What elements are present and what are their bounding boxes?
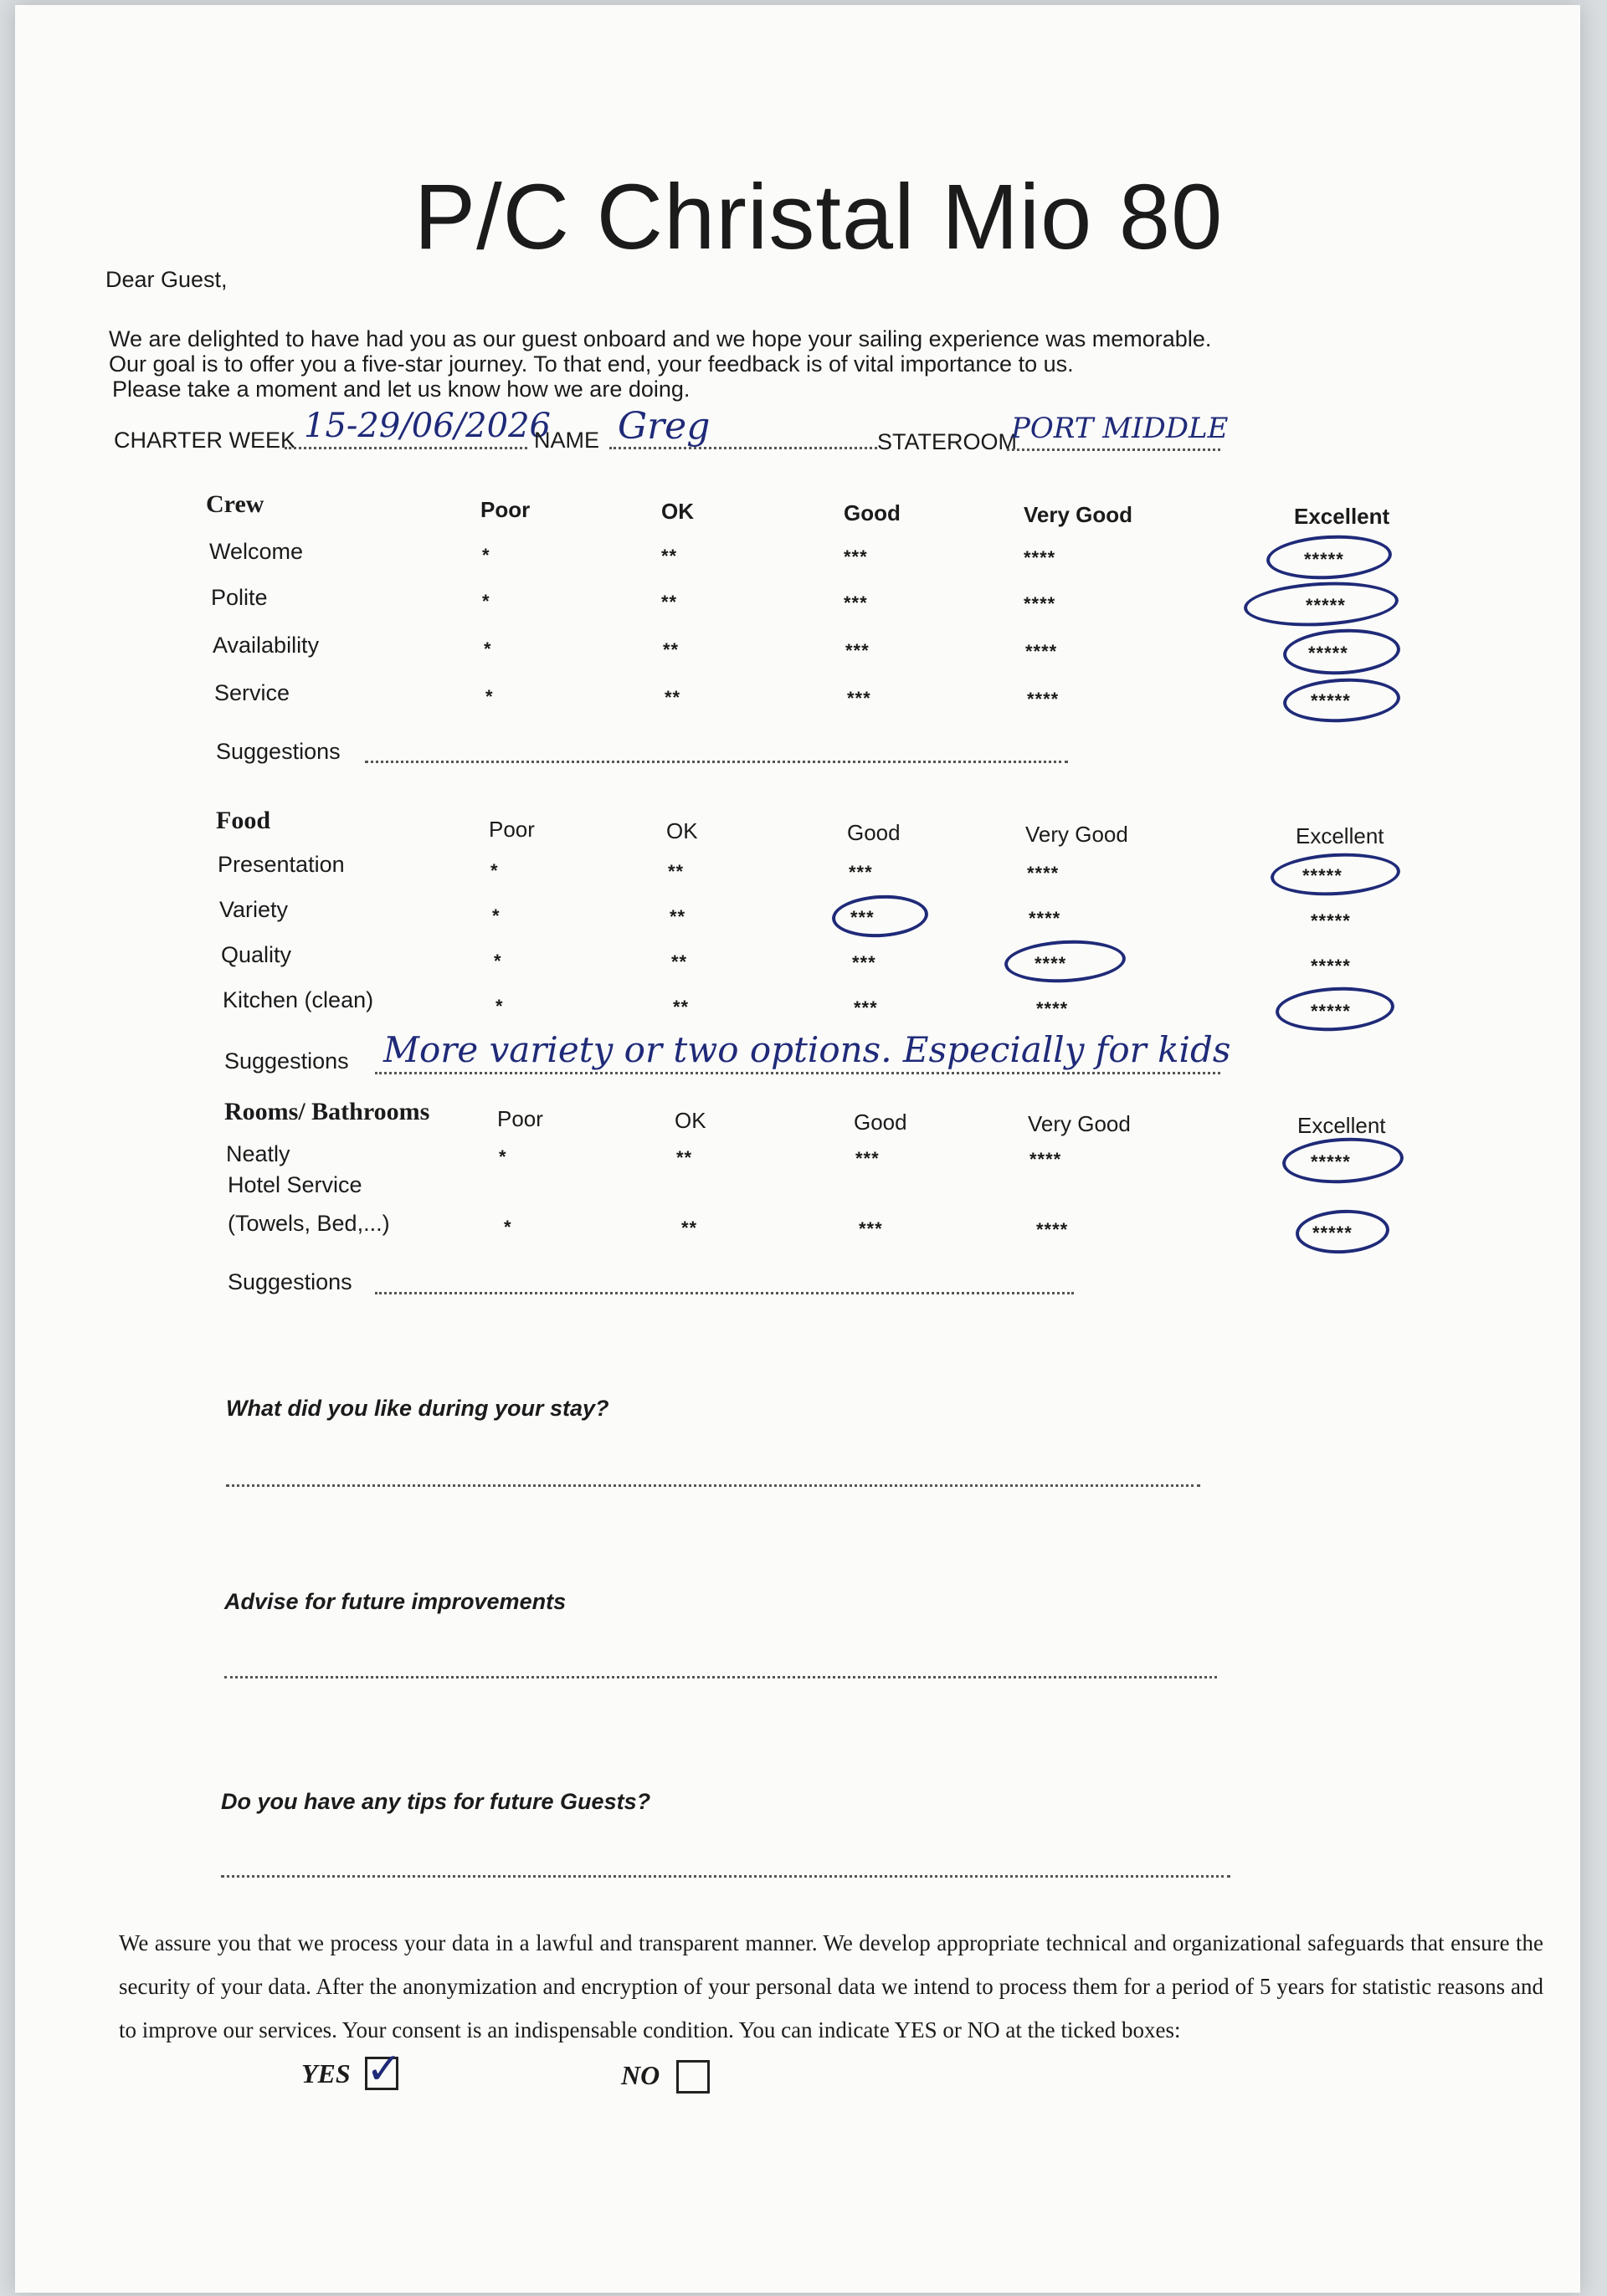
column-ok: OK <box>666 818 698 843</box>
rating-very-good[interactable]: **** <box>1027 689 1060 710</box>
charter-week-field[interactable]: 15-29/06/2026 <box>304 407 551 445</box>
selection-circle <box>1282 626 1402 677</box>
rating-excellent[interactable]: ***** <box>1311 1001 1351 1022</box>
rating-excellent[interactable]: ***** <box>1311 910 1351 931</box>
intro-line-2: Our goal is to offer you a five-star journey. To that end, your feedback is of vital importance to us. <box>109 351 1074 377</box>
selection-circle <box>1295 1207 1391 1256</box>
selection-circle <box>1282 675 1402 725</box>
column-very-good: Very Good <box>1025 822 1128 847</box>
rating-good[interactable]: *** <box>850 907 875 928</box>
intro-line-1: We are delighted to have had you as our guest onboard and we hope your sailing experience was memorable. <box>109 326 1212 351</box>
rating-excellent[interactable]: ***** <box>1306 595 1346 616</box>
consent-no-label: NO <box>621 2060 660 2090</box>
row-label: Welcome <box>209 539 304 564</box>
food-suggestions-label: Suggestions <box>224 1048 349 1074</box>
rating-good[interactable]: *** <box>854 997 878 1018</box>
food-suggestions-field[interactable]: More variety or two options. Especially for kids <box>383 1029 1231 1070</box>
column-excellent: Excellent <box>1297 1113 1386 1138</box>
column-poor: Poor <box>497 1106 543 1131</box>
rating-excellent[interactable]: ***** <box>1304 549 1344 570</box>
rating-excellent[interactable]: ***** <box>1311 1151 1351 1172</box>
rating-very-good[interactable]: **** <box>1035 953 1067 974</box>
rating-good[interactable]: *** <box>849 862 873 883</box>
section-title-rooms: Rooms/ Bathrooms <box>224 1098 430 1125</box>
privacy-notice: We assure you that we process your data in a lawful and transparent manner. We develop appropriate technical and organizational safeguards that ensure the security of your data. After the anonymization and encryption of your personal data we intend to process them for a period of 5 years for statistic reasons and to improve our services. Your consent is an indispensable condition. You can indicate YES or NO at the ticked boxes: <box>119 1930 1543 2042</box>
stateroom-label: STATEROOM <box>877 429 1017 454</box>
row-label: Presentation <box>218 852 345 877</box>
rating-ok[interactable]: ** <box>661 546 678 566</box>
rating-very-good[interactable]: **** <box>1036 1219 1069 1240</box>
rating-very-good[interactable]: **** <box>1024 547 1056 568</box>
rating-poor[interactable]: * <box>504 1217 512 1238</box>
column-good: Good <box>844 500 901 525</box>
selection-circle <box>1004 937 1127 986</box>
rating-poor[interactable]: * <box>482 545 490 566</box>
rating-poor[interactable]: * <box>499 1146 507 1167</box>
rating-ok[interactable]: ** <box>665 687 681 708</box>
rating-excellent[interactable]: ***** <box>1302 865 1343 886</box>
rating-poor[interactable]: * <box>484 638 492 659</box>
rating-good[interactable]: *** <box>852 952 876 973</box>
food-suggestions-line <box>375 1072 1220 1074</box>
rating-excellent[interactable]: ***** <box>1308 643 1348 664</box>
consent-yes-label: YES <box>301 2058 351 2088</box>
rating-ok[interactable]: ** <box>661 592 678 612</box>
answer-improvements-line[interactable] <box>224 1676 1217 1678</box>
rating-poor[interactable]: * <box>490 860 499 881</box>
column-excellent: Excellent <box>1294 504 1390 529</box>
row-label: Neatly <box>226 1141 290 1166</box>
rooms-suggestions-label: Suggestions <box>228 1269 352 1294</box>
rating-ok[interactable]: ** <box>676 1147 693 1168</box>
selection-circle <box>1243 578 1399 630</box>
rating-very-good[interactable]: **** <box>1029 1149 1062 1170</box>
rating-poor[interactable]: * <box>494 951 502 971</box>
answer-liked-line[interactable] <box>226 1484 1200 1487</box>
rating-ok[interactable]: ** <box>668 861 685 882</box>
row-label: Kitchen (clean) <box>223 987 374 1012</box>
crew-suggestions-label: Suggestions <box>216 739 341 764</box>
rating-ok[interactable]: ** <box>673 997 690 1017</box>
row-label: Variety <box>219 897 289 922</box>
rating-very-good[interactable]: **** <box>1025 641 1058 662</box>
answer-tips-line[interactable] <box>221 1875 1230 1878</box>
column-very-good: Very Good <box>1024 502 1133 527</box>
charter-week-line <box>285 447 527 449</box>
rating-ok[interactable]: ** <box>671 951 688 972</box>
selection-circle <box>1281 1135 1405 1186</box>
stateroom-line <box>1007 448 1220 451</box>
charter-week-label: CHARTER WEEK <box>114 428 296 453</box>
column-poor: Poor <box>480 497 531 522</box>
column-excellent: Excellent <box>1296 823 1384 848</box>
rating-very-good[interactable]: **** <box>1027 863 1060 884</box>
rating-good[interactable]: *** <box>847 688 871 709</box>
rating-good[interactable]: *** <box>844 546 868 567</box>
rating-excellent[interactable]: ***** <box>1312 1222 1353 1243</box>
rating-very-good[interactable]: **** <box>1029 908 1061 929</box>
question-liked: What did you like during your stay? <box>226 1396 609 1421</box>
row-label: Service <box>214 680 290 705</box>
stateroom-field[interactable]: PORT MIDDLE <box>1011 412 1229 445</box>
rating-very-good[interactable]: **** <box>1036 998 1069 1019</box>
rating-poor[interactable]: * <box>482 591 490 612</box>
name-label: NAME <box>534 428 600 453</box>
greeting: Dear Guest, <box>105 267 228 292</box>
rating-ok[interactable]: ** <box>670 906 686 927</box>
rating-good[interactable]: *** <box>859 1218 883 1239</box>
rating-good[interactable]: *** <box>855 1148 880 1169</box>
section-title-food: Food <box>216 807 271 834</box>
consent-yes-checkbox[interactable] <box>365 2045 403 2094</box>
form-title: P/C Christal Mio 80 <box>413 166 1224 269</box>
question-tips: Do you have any tips for future Guests? <box>221 1789 651 1814</box>
rating-very-good[interactable]: **** <box>1024 593 1056 614</box>
selection-circle <box>1266 532 1394 582</box>
column-good: Good <box>847 820 901 845</box>
rooms-suggestions-line[interactable] <box>375 1292 1074 1294</box>
row-label: Polite <box>211 585 268 610</box>
rating-excellent[interactable]: ***** <box>1311 690 1351 711</box>
row-label: Hotel Service <box>228 1172 362 1197</box>
rating-poor[interactable]: * <box>492 905 501 926</box>
column-ok: OK <box>675 1108 706 1133</box>
question-improvements: Advise for future improvements <box>224 1589 567 1614</box>
checkmark-icon: ✓ <box>366 2045 403 2094</box>
row-label: Quality <box>221 942 292 967</box>
name-field[interactable]: Greg <box>618 405 711 448</box>
section-title-crew: Crew <box>206 490 264 518</box>
rating-ok[interactable]: ** <box>663 639 680 660</box>
column-good: Good <box>854 1110 907 1135</box>
row-label: Availability <box>213 633 320 658</box>
intro-line-3: Please take a moment and let us know how we are doing. <box>112 377 691 402</box>
rating-excellent[interactable]: ***** <box>1311 956 1351 976</box>
column-ok: OK <box>661 499 694 524</box>
selection-circle <box>831 893 929 940</box>
selection-circle <box>1275 984 1396 1033</box>
column-poor: Poor <box>489 817 535 842</box>
rating-poor[interactable]: * <box>495 996 504 1017</box>
crew-suggestions-line[interactable] <box>365 761 1068 763</box>
row-label-detail: (Towels, Bed,...) <box>228 1211 390 1236</box>
consent-no-checkbox[interactable] <box>676 2060 710 2094</box>
rating-good[interactable]: *** <box>845 640 870 661</box>
column-very-good: Very Good <box>1028 1111 1131 1136</box>
rating-poor[interactable]: * <box>485 686 494 707</box>
rating-ok[interactable]: ** <box>681 1217 698 1238</box>
rating-good[interactable]: *** <box>844 592 868 613</box>
selection-circle <box>1270 850 1401 899</box>
feedback-form-sheet <box>15 5 1580 2293</box>
